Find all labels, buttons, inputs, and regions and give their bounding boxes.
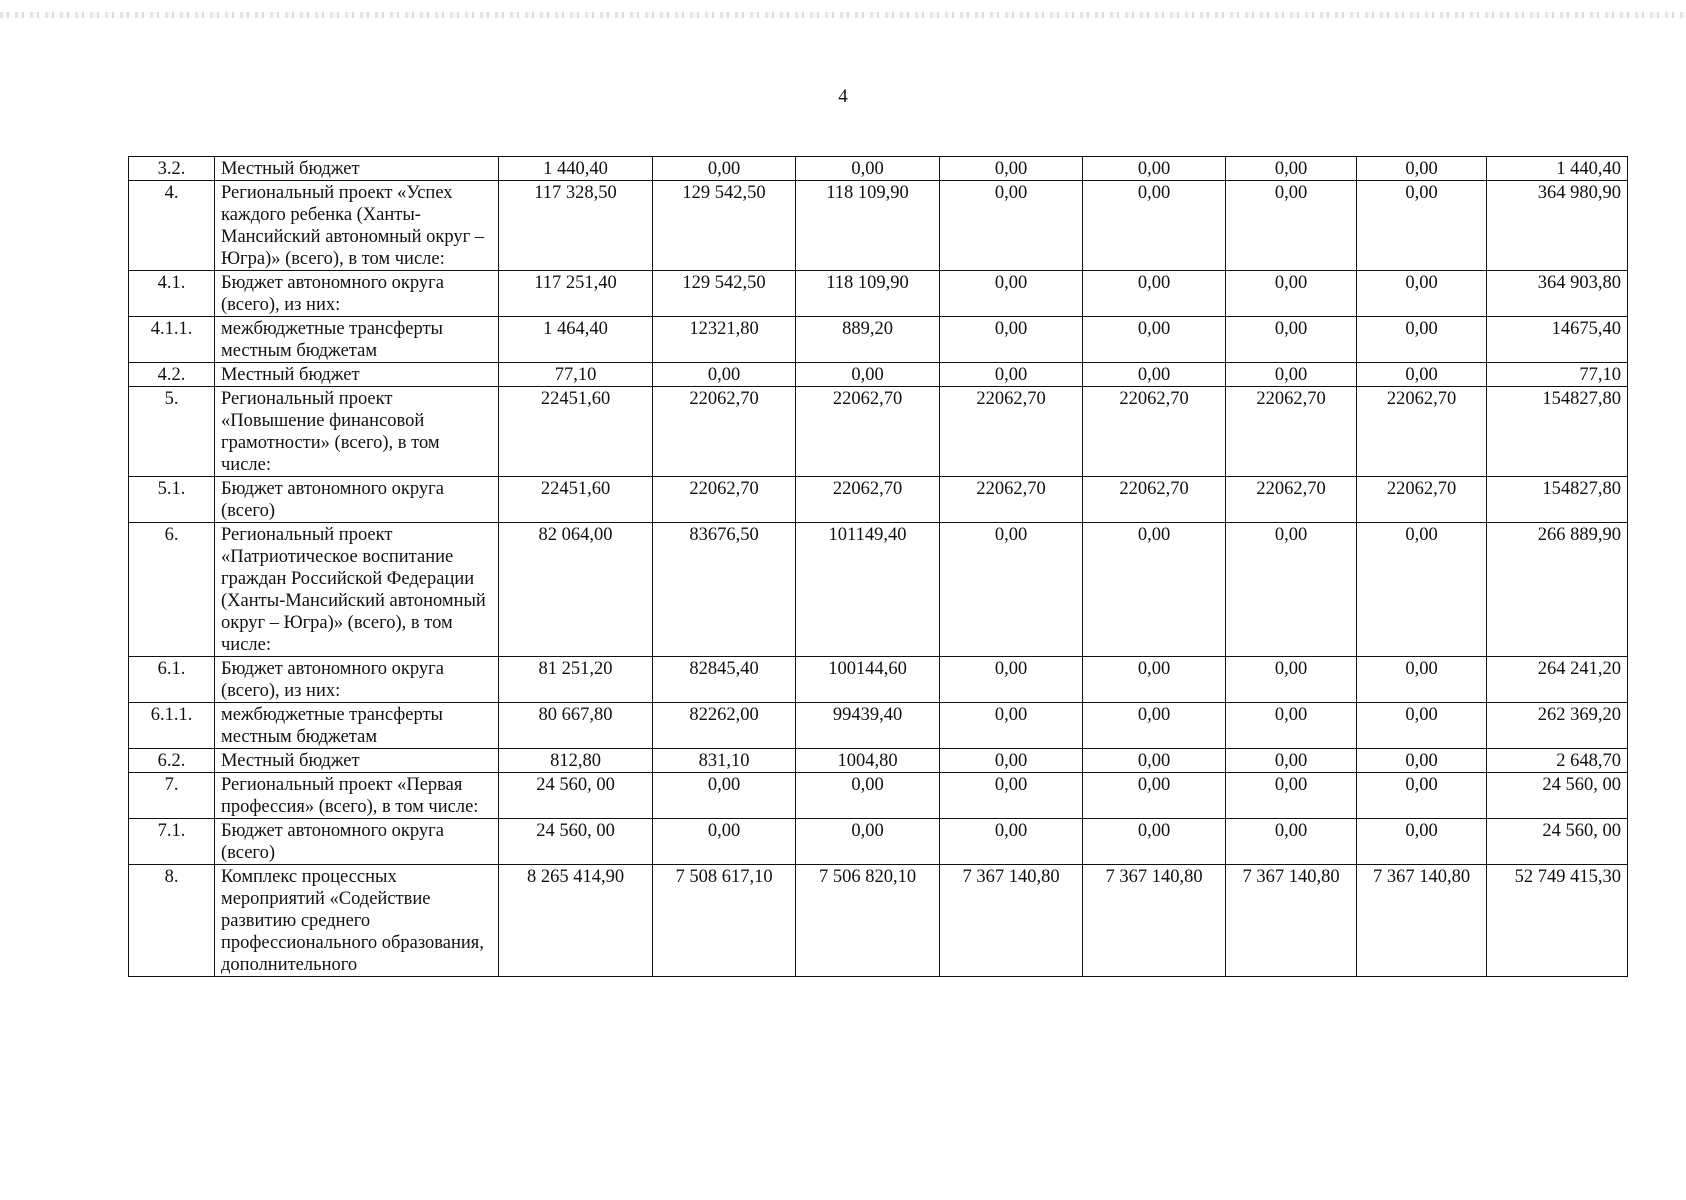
value-cell: 1004,80 — [796, 749, 940, 773]
value-cell: 82 064,00 — [499, 523, 653, 657]
value-cell: 0,00 — [796, 819, 940, 865]
value-cell: 7 367 140,80 — [1357, 865, 1487, 977]
value-cell: 129 542,50 — [653, 181, 796, 271]
table-row — [129, 703, 1628, 749]
value-cell: 0,00 — [1226, 523, 1357, 657]
row-total: 364 980,90 — [1487, 181, 1628, 271]
value-cell: 0,00 — [940, 523, 1083, 657]
value-cell: 0,00 — [1357, 317, 1487, 363]
row-total: 77,10 — [1487, 363, 1628, 387]
row-name: Комплекс процессных мероприятий «Содействие развитию среднего профессионального образования, дополнительного — [215, 865, 499, 977]
table-row — [129, 363, 1628, 387]
value-cell: 1 440,40 — [499, 157, 653, 181]
value-cell: 0,00 — [1083, 819, 1226, 865]
row-total: 364 903,80 — [1487, 271, 1628, 317]
row-name: Бюджет автономного округа (всего), из них: — [215, 657, 499, 703]
row-total: 264 241,20 — [1487, 657, 1628, 703]
value-cell: 22062,70 — [940, 477, 1083, 523]
row-number: 6.1. — [129, 657, 215, 703]
row-number: 6. — [129, 523, 215, 657]
table-row — [129, 865, 1628, 977]
row-total: 262 369,20 — [1487, 703, 1628, 749]
value-cell: 100144,60 — [796, 657, 940, 703]
value-cell: 22062,70 — [796, 477, 940, 523]
row-total: 24 560, 00 — [1487, 819, 1628, 865]
value-cell: 0,00 — [1226, 317, 1357, 363]
value-cell: 0,00 — [1357, 181, 1487, 271]
value-cell: 77,10 — [499, 363, 653, 387]
value-cell: 0,00 — [1083, 657, 1226, 703]
row-total: 154827,80 — [1487, 387, 1628, 477]
value-cell: 117 328,50 — [499, 181, 653, 271]
value-cell: 0,00 — [1083, 271, 1226, 317]
value-cell: 22451,60 — [499, 477, 653, 523]
table-row — [129, 317, 1628, 363]
value-cell: 22062,70 — [653, 387, 796, 477]
value-cell: 22062,70 — [1357, 477, 1487, 523]
value-cell: 0,00 — [1083, 317, 1226, 363]
value-cell: 82262,00 — [653, 703, 796, 749]
row-name: Региональный проект «Успех каждого ребенка (Ханты-Мансийский автономный округ – Югра)» (всего), в том числе: — [215, 181, 499, 271]
value-cell: 0,00 — [940, 181, 1083, 271]
value-cell: 0,00 — [940, 749, 1083, 773]
value-cell: 7 367 140,80 — [1083, 865, 1226, 977]
value-cell: 0,00 — [1083, 363, 1226, 387]
table-row — [129, 523, 1628, 657]
value-cell: 889,20 — [796, 317, 940, 363]
value-cell: 0,00 — [1083, 523, 1226, 657]
value-cell: 80 667,80 — [499, 703, 653, 749]
value-cell: 0,00 — [1357, 271, 1487, 317]
value-cell: 0,00 — [1226, 819, 1357, 865]
value-cell: 0,00 — [1083, 773, 1226, 819]
value-cell: 7 508 617,10 — [653, 865, 796, 977]
row-name: Бюджет автономного округа (всего) — [215, 819, 499, 865]
value-cell: 82845,40 — [653, 657, 796, 703]
value-cell: 8 265 414,90 — [499, 865, 653, 977]
value-cell: 0,00 — [1083, 181, 1226, 271]
table-row — [129, 387, 1628, 477]
value-cell: 81 251,20 — [499, 657, 653, 703]
row-name: Региональный проект «Первая профессия» (всего), в том числе: — [215, 773, 499, 819]
row-number: 5. — [129, 387, 215, 477]
value-cell: 22062,70 — [1226, 477, 1357, 523]
row-number: 3.2. — [129, 157, 215, 181]
value-cell: 22062,70 — [1226, 387, 1357, 477]
value-cell: 7 367 140,80 — [1226, 865, 1357, 977]
value-cell: 99439,40 — [796, 703, 940, 749]
row-name: Местный бюджет — [215, 749, 499, 773]
value-cell: 24 560, 00 — [499, 819, 653, 865]
scan-edge-artifact — [0, 12, 1686, 18]
row-number: 4.2. — [129, 363, 215, 387]
value-cell: 118 109,90 — [796, 181, 940, 271]
value-cell: 0,00 — [1226, 703, 1357, 749]
table-row — [129, 773, 1628, 819]
table-body — [129, 157, 1628, 977]
value-cell: 0,00 — [1357, 703, 1487, 749]
table-row — [129, 181, 1628, 271]
value-cell: 0,00 — [940, 773, 1083, 819]
row-name: межбюджетные трансферты местным бюджетам — [215, 703, 499, 749]
value-cell: 22062,70 — [940, 387, 1083, 477]
value-cell: 22062,70 — [796, 387, 940, 477]
row-name: Региональный проект «Патриотическое воспитание граждан Российской Федерации (Ханты-Мансийский автономный округ – Югра)» (всего), в том числе: — [215, 523, 499, 657]
value-cell: 22062,70 — [1083, 477, 1226, 523]
value-cell: 0,00 — [653, 819, 796, 865]
row-number: 4.1.1. — [129, 317, 215, 363]
value-cell: 0,00 — [940, 363, 1083, 387]
row-total: 14675,40 — [1487, 317, 1628, 363]
row-name: Местный бюджет — [215, 363, 499, 387]
value-cell: 0,00 — [940, 157, 1083, 181]
row-name: Бюджет автономного округа (всего), из них: — [215, 271, 499, 317]
value-cell: 0,00 — [796, 157, 940, 181]
value-cell: 0,00 — [1357, 157, 1487, 181]
value-cell: 0,00 — [940, 819, 1083, 865]
value-cell: 7 367 140,80 — [940, 865, 1083, 977]
row-total: 24 560, 00 — [1487, 773, 1628, 819]
value-cell: 0,00 — [1083, 749, 1226, 773]
value-cell: 0,00 — [796, 773, 940, 819]
value-cell: 0,00 — [1357, 819, 1487, 865]
value-cell: 7 506 820,10 — [796, 865, 940, 977]
value-cell: 0,00 — [1226, 749, 1357, 773]
value-cell: 0,00 — [1357, 773, 1487, 819]
value-cell: 22062,70 — [1357, 387, 1487, 477]
value-cell: 0,00 — [1357, 657, 1487, 703]
row-total: 154827,80 — [1487, 477, 1628, 523]
row-number: 6.2. — [129, 749, 215, 773]
row-total: 266 889,90 — [1487, 523, 1628, 657]
table-row — [129, 819, 1628, 865]
value-cell: 0,00 — [1357, 749, 1487, 773]
row-name: Местный бюджет — [215, 157, 499, 181]
row-number: 7. — [129, 773, 215, 819]
value-cell: 22062,70 — [653, 477, 796, 523]
table-row — [129, 477, 1628, 523]
value-cell: 0,00 — [1083, 157, 1226, 181]
value-cell: 129 542,50 — [653, 271, 796, 317]
value-cell: 117 251,40 — [499, 271, 653, 317]
value-cell: 0,00 — [1226, 181, 1357, 271]
value-cell: 101149,40 — [796, 523, 940, 657]
value-cell: 0,00 — [1226, 157, 1357, 181]
value-cell: 22062,70 — [1083, 387, 1226, 477]
value-cell: 0,00 — [940, 271, 1083, 317]
value-cell: 0,00 — [653, 157, 796, 181]
value-cell: 0,00 — [1357, 523, 1487, 657]
table-row — [129, 749, 1628, 773]
value-cell: 118 109,90 — [796, 271, 940, 317]
row-number: 7.1. — [129, 819, 215, 865]
value-cell: 812,80 — [499, 749, 653, 773]
row-total: 1 440,40 — [1487, 157, 1628, 181]
value-cell: 0,00 — [796, 363, 940, 387]
value-cell: 22451,60 — [499, 387, 653, 477]
value-cell: 0,00 — [940, 657, 1083, 703]
row-number: 6.1.1. — [129, 703, 215, 749]
row-name: Региональный проект «Повышение финансовой грамотности» (всего), в том числе: — [215, 387, 499, 477]
row-total: 2 648,70 — [1487, 749, 1628, 773]
value-cell: 83676,50 — [653, 523, 796, 657]
value-cell: 0,00 — [1226, 271, 1357, 317]
value-cell: 0,00 — [1226, 657, 1357, 703]
table-row — [129, 157, 1628, 181]
value-cell: 0,00 — [1226, 363, 1357, 387]
page-number: 4 — [838, 86, 848, 107]
value-cell: 1 464,40 — [499, 317, 653, 363]
row-number: 5.1. — [129, 477, 215, 523]
value-cell: 0,00 — [653, 773, 796, 819]
row-number: 4.1. — [129, 271, 215, 317]
table-row — [129, 271, 1628, 317]
row-name: межбюджетные трансферты местным бюджетам — [215, 317, 499, 363]
value-cell: 12321,80 — [653, 317, 796, 363]
value-cell: 0,00 — [1083, 703, 1226, 749]
value-cell: 0,00 — [940, 317, 1083, 363]
value-cell: 831,10 — [653, 749, 796, 773]
row-number: 8. — [129, 865, 215, 977]
value-cell: 24 560, 00 — [499, 773, 653, 819]
value-cell: 0,00 — [940, 703, 1083, 749]
row-name: Бюджет автономного округа (всего) — [215, 477, 499, 523]
value-cell: 0,00 — [1226, 773, 1357, 819]
row-number: 4. — [129, 181, 215, 271]
value-cell: 0,00 — [653, 363, 796, 387]
table-row — [129, 657, 1628, 703]
row-total: 52 749 415,30 — [1487, 865, 1628, 977]
budget-table — [128, 156, 1628, 977]
value-cell: 0,00 — [1357, 363, 1487, 387]
